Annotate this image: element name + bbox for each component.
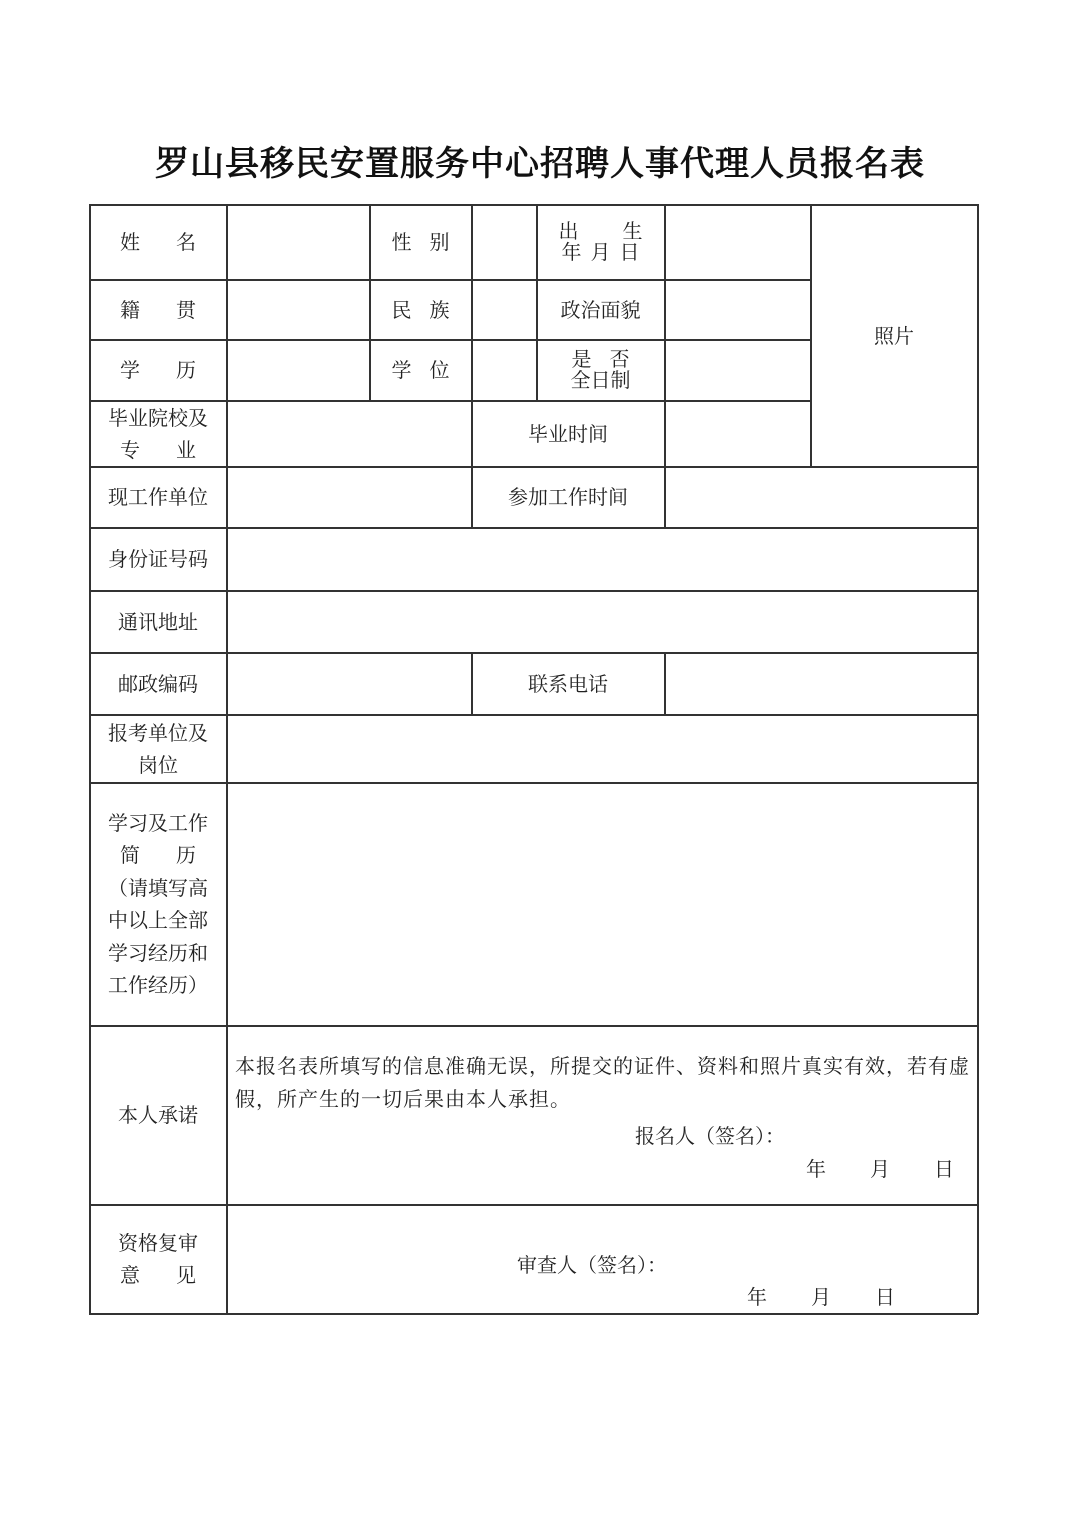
label-ethnicity: 民族 xyxy=(391,297,468,322)
label-resume-line3: （请填写高 xyxy=(108,875,208,900)
rule xyxy=(89,1313,978,1315)
field-address[interactable] xyxy=(227,591,977,652)
label-gender: 性别 xyxy=(391,230,468,254)
label-school-major-cell xyxy=(90,401,232,466)
label-birth-line1: 出生 xyxy=(558,219,687,243)
label-birth-cell xyxy=(537,205,687,279)
label-fulltime-line1: 是否 xyxy=(571,347,648,371)
applicant-signature[interactable]: 报名人（签名）： xyxy=(635,1124,785,1148)
field-native-place[interactable] xyxy=(227,280,369,339)
label-resume-cell xyxy=(90,783,232,1025)
pledge-text: 本报名表所填写的信息准确无误，所提交的证件、资料和照片真实有效，若有虚假，所产生的一切后果由本人承担。 xyxy=(235,1054,970,1111)
label-native-place: 籍贯 xyxy=(120,297,232,322)
field-current-employer[interactable] xyxy=(227,467,471,527)
field-applied-post[interactable] xyxy=(227,715,977,782)
label-resume-line5: 学习经历和 xyxy=(108,940,208,965)
label-education-cell xyxy=(90,340,232,400)
field-id-number[interactable] xyxy=(227,528,977,590)
label-resume-line6: 工作经历） xyxy=(108,973,208,997)
label-grad-time: 毕业时间 xyxy=(528,421,608,446)
label-native-place-cell xyxy=(90,280,232,339)
field-political-status[interactable] xyxy=(665,280,810,339)
applicant-date-year: 年 xyxy=(806,1157,826,1181)
field-degree[interactable] xyxy=(472,340,536,400)
label-political-status: 政治面貌 xyxy=(560,297,641,322)
field-postal-code[interactable] xyxy=(227,653,471,714)
label-resume-line4: 中以上全部 xyxy=(108,908,208,932)
label-grad-time-cell xyxy=(472,401,664,466)
reviewer-date-day: 日 xyxy=(875,1285,895,1309)
label-birth-line2: 年月日 xyxy=(561,240,649,264)
label-gender-cell xyxy=(370,205,471,279)
label-id-number: 身份证号码 xyxy=(108,547,208,571)
label-address: 通讯地址 xyxy=(118,609,198,634)
label-political-status-cell xyxy=(537,280,664,339)
label-review-cell xyxy=(90,1205,232,1313)
label-fulltime-cell xyxy=(537,340,664,400)
reviewer-date-year: 年 xyxy=(747,1285,767,1309)
label-pledge-cell xyxy=(90,1026,226,1204)
field-grad-time[interactable] xyxy=(665,401,810,466)
label-degree-cell xyxy=(370,340,471,400)
label-ethnicity-cell xyxy=(370,280,471,339)
field-birthdate[interactable] xyxy=(665,205,810,279)
label-work-start-cell xyxy=(472,467,664,527)
form-title: 罗山县移民安置服务中心招聘人事代理人员报名表 xyxy=(155,144,925,184)
rule xyxy=(977,204,979,1314)
label-postal-code: 邮政编码 xyxy=(118,671,198,696)
photo-box[interactable] xyxy=(811,205,977,466)
field-resume[interactable] xyxy=(227,783,977,1025)
label-school-major-line2: 专业 xyxy=(120,437,232,462)
label-education: 学历 xyxy=(120,358,232,382)
field-name[interactable] xyxy=(227,205,369,279)
label-work-start-time: 参加工作时间 xyxy=(508,485,628,509)
label-id-number-cell xyxy=(90,528,226,590)
label-applied-post-line2: 岗位 xyxy=(138,752,178,777)
label-current-employer: 现工作单位 xyxy=(108,485,208,509)
applicant-date-day: 日 xyxy=(934,1157,954,1181)
label-applied-post-line1: 报考单位及 xyxy=(108,720,208,745)
label-photo: 照片 xyxy=(874,323,914,348)
label-phone-cell xyxy=(472,653,664,714)
field-phone[interactable] xyxy=(665,653,977,714)
label-resume-line1: 学习及工作 xyxy=(108,810,208,835)
reviewer-date-month: 月 xyxy=(811,1285,831,1309)
field-work-start-time[interactable] xyxy=(665,467,977,527)
field-ethnicity[interactable] xyxy=(472,280,536,339)
label-resume-line2: 简历 xyxy=(120,843,232,867)
label-current-employer-cell xyxy=(90,467,226,527)
field-education[interactable] xyxy=(227,340,369,400)
label-fulltime-line2: 全日制 xyxy=(570,368,631,392)
label-applied-post-cell xyxy=(90,715,226,782)
label-phone: 联系电话 xyxy=(528,671,608,696)
label-review-line2: 意见 xyxy=(120,1263,232,1287)
field-gender[interactable] xyxy=(472,205,536,279)
reviewer-signature[interactable]: 审查人（签名）： xyxy=(517,1253,667,1277)
label-name-cell xyxy=(90,205,232,279)
field-fulltime[interactable] xyxy=(665,340,810,400)
label-pledge: 本人承诺 xyxy=(118,1103,198,1127)
label-degree: 学位 xyxy=(391,358,468,382)
label-postal-code-cell xyxy=(90,653,226,714)
label-address-cell xyxy=(90,591,226,652)
label-school-major-line1: 毕业院校及 xyxy=(108,405,208,430)
label-name: 姓名 xyxy=(120,230,232,254)
label-review-line1: 资格复审 xyxy=(118,1231,198,1255)
applicant-date-month: 月 xyxy=(870,1157,890,1181)
field-school-major[interactable] xyxy=(227,401,471,466)
